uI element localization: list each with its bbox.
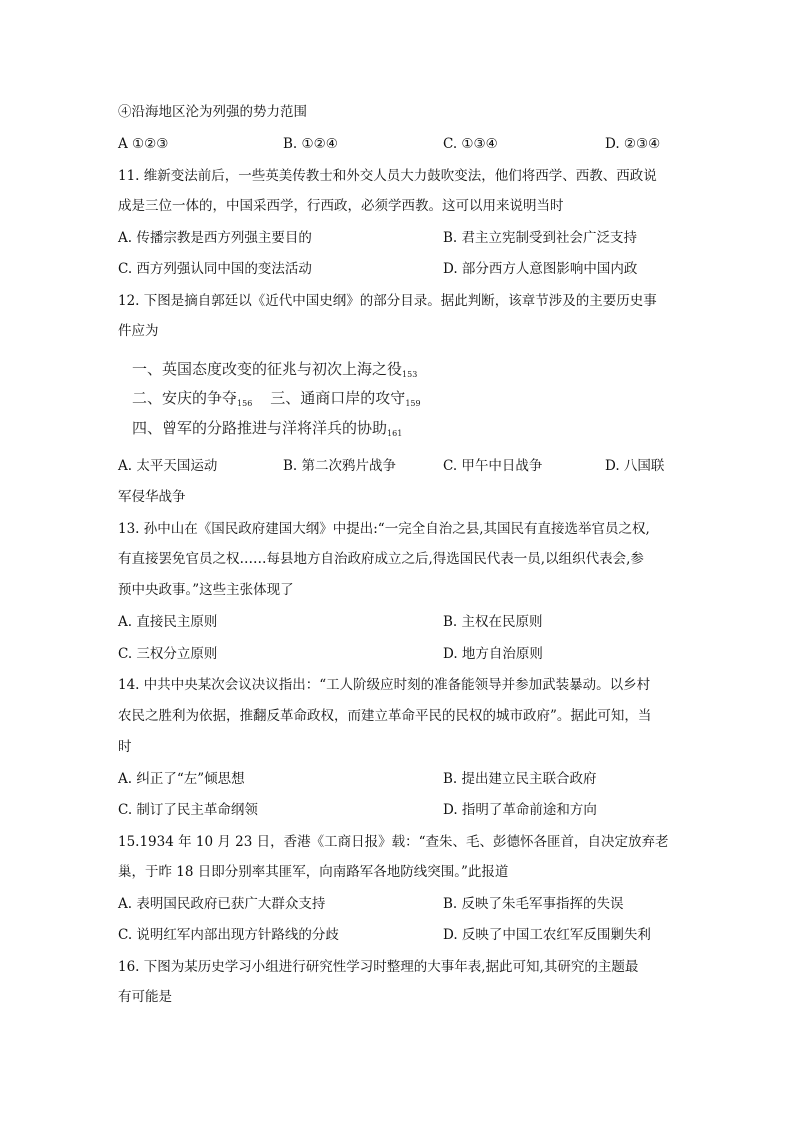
q13-option-d: D. 地方自治原则 [443,646,543,662]
toc-entry-4: 四、曾军的分路推进与洋将洋兵的协助$_{161}$ [132,419,403,438]
q14-option-c: C. 制订了民主革命纲领 [118,802,258,818]
q14-option-b: B. 提出建立民主联合政府 [443,771,597,787]
q10-statement-4: ④沿海地区沦为列强的势力范围 [118,104,307,120]
q15-stem-line1: 15.1934 年 10 月 23 日，香港《工商日报》载：“查朱、毛、彭德怀各匪首，自决定放弃老 [118,834,669,850]
q12-stem-line2: 件应为 [118,323,159,339]
q15-option-a: A. 表明国民政府已获广大群众支持 [118,896,326,912]
q12-option-c: C. 甲午中日战争 [443,458,543,474]
q14-option-a: A. 纠正了“左”倾思想 [118,771,245,787]
q12-option-b: B. 第二次鸦片战争 [283,458,397,474]
q12-option-d: D. 八国联 [605,458,665,474]
q12-option-a: A. 太平天国运动 [118,458,218,474]
q11-option-b: B. 君主立宪制受到社会广泛支持 [443,230,638,246]
q13-stem-line3: 预中央政事。”这些主张体现了 [118,582,294,598]
q15-stem-line2: 巢，于昨 18 日即分别率其匪军，向南路军各地防线突围。”此报道 [118,864,509,880]
q12-stem-line1: 12. 下图是摘自郭廷以《近代中国史纲》的部分目录。据此判断，该章节涉及的主要历史事 [118,293,657,309]
q14-option-d: D. 指明了革命前途和方向 [443,802,597,818]
q16-stem-line2: 有可能是 [118,989,172,1005]
toc-entry-2-3 [132,389,421,413]
q15-option-d: D. 反映了中国工农红军反围剿失利 [443,927,651,943]
q14-stem-line1: 14. 中共中央某次会议决议指出：“工人阶级应时刻的准备能领导并参加武装暴动。以乡村 [118,677,651,693]
q10-option-b: B. ①②④ [283,136,338,152]
toc-entry-2: 二、安庆的争夺$_{156}$ [132,389,253,408]
q11-stem-line2: 成是三位一体的，中国采西学，行西政，必须学西教。这可以用来说明当时 [118,198,564,214]
toc-entry-1: 一、英国态度改变的征兆与初次上海之役$_{153}$ [132,360,418,379]
q14-stem-line2: 农民之胜利为依据，推翻反革命政权，而建立革命平民的民权的城市政府”。据此可知，当 [118,708,652,724]
q15-option-b: B. 反映了朱毛军事指挥的失误 [443,896,624,912]
q13-option-b: B. 主权在民原则 [443,614,543,630]
q13-stem-line2: 有直接罢免官员之权……每县地方自治政府成立之后,得选国民代表一员,以组织代表会,参 [118,551,644,567]
q10-option-c: C. ①③④ [443,136,498,152]
q13-option-a: A. 直接民主原则 [118,614,218,630]
q15-option-c: C. 说明红军内部出现方针路线的分歧 [118,927,339,943]
q12-option-d-wrap: 军侵华战争 [118,489,186,505]
q10-option-a: A ①②③ [118,136,169,152]
q13-option-c: C. 三权分立原则 [118,646,218,662]
q11-option-c: C. 西方列强认同中国的变法活动 [118,261,312,277]
q16-stem-line1: 16. 下图为某历史学习小组进行研究性学习时整理的大事年表,据此可知,其研究的主题最 [118,959,639,975]
q11-stem-line1: 11. 维新变法前后，一些英美传教士和外交人员大力鼓吹变法，他们将西学、西教、西政说 [118,168,657,184]
q14-stem-line3: 时 [118,739,132,755]
q11-option-a: A. 传播宗教是西方列强主要目的 [118,230,312,246]
toc-entry-3: 三、通商口岸的攻守$_{159}$ [270,389,421,408]
q10-option-d: D. ②③④ [605,136,661,152]
q11-option-d: D. 部分西方人意图影响中国内政 [443,261,638,277]
q13-stem-line1: 13. 孙中山在《国民政府建国大纲》中提出:“一完全自治之县,其国民有直接选举官员之权, [118,521,650,537]
